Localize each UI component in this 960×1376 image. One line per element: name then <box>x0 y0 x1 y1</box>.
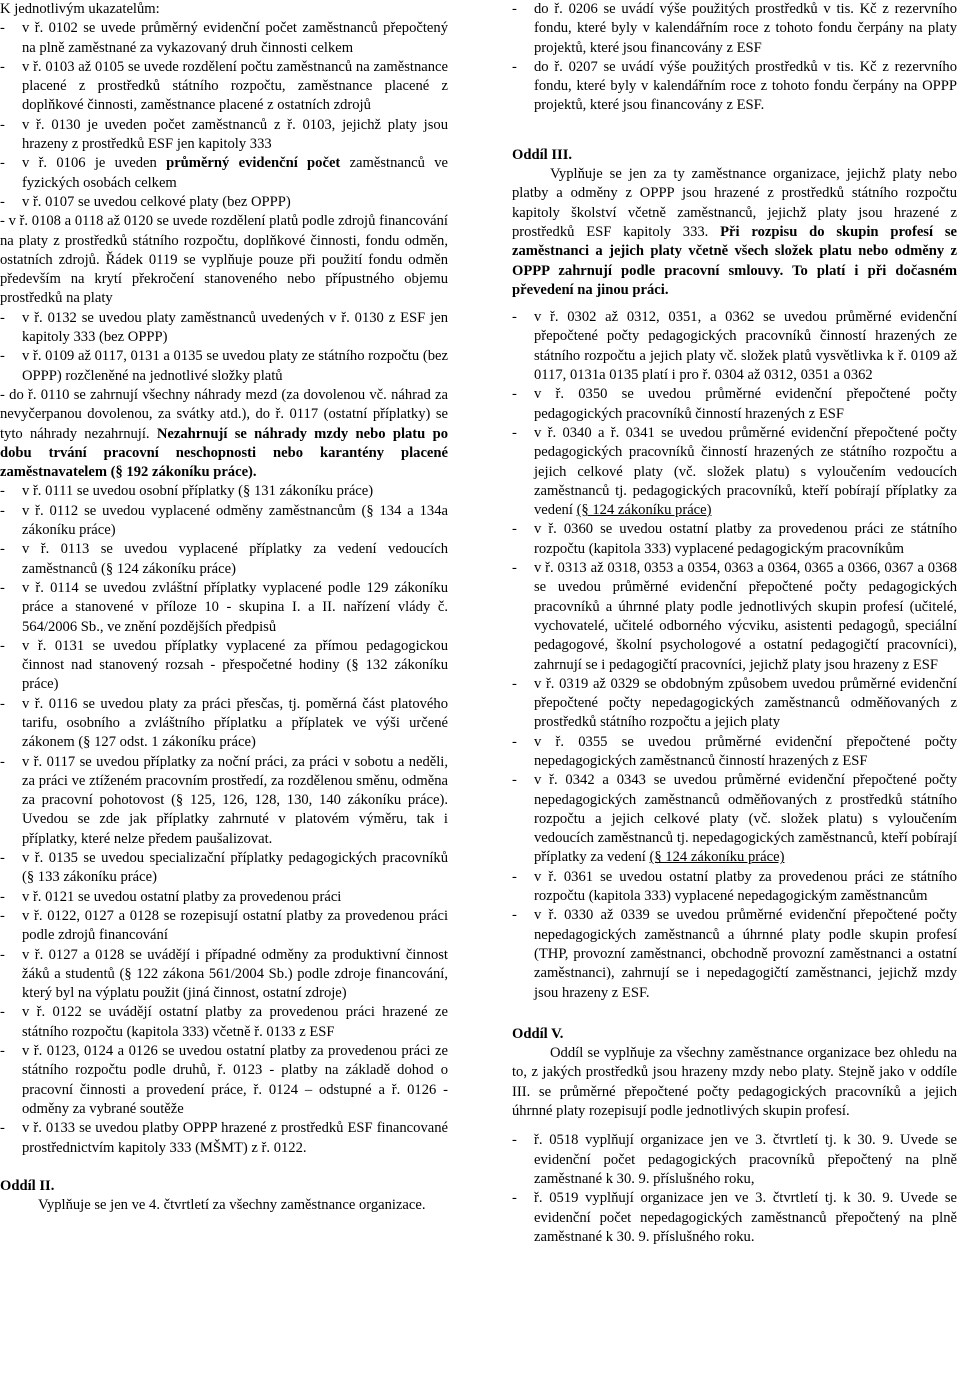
list-item: - v ř. 0130 je uveden počet zaměstnanců z ř. 0103, jejichž platy jsou hrazeny z prostředků ESF jen kapitoly 333 <box>0 116 448 153</box>
list-item: - v ř. 0132 se uvedou platy zaměstnanců uvedených v ř. 0130 z ESF jen kapitoly 333 (bez OPPP) <box>0 309 448 346</box>
list-item: - v ř. 0113 se uvedou vyplacené příplatky za vedení vedoucích zaměstnanců (§ 124 zákoníku práce) <box>0 541 448 577</box>
list-item: - v ř. 0330 až 0339 se uvedou průměrné evidenční přepočtené počty nepedagogických zaměstnanců a úhrnné platy podle skupin profesí (THP, provozní zaměstnanci, obchodně provozní zaměstnanci a ostatní zaměstnanci), zahrnují se i nepedagogičtí zaměstnanci, jejichž mzdy jsou hrazeny z ESF. <box>512 907 957 1001</box>
list-item: - v ř. 0103 až 0105 se uvede rozdělení počtu zaměstnanců na zaměstnance placené z prostředků státního rozpočtu, zaměstnance placené z doplňkové činnosti, zaměstnance placené z ostatních zdrojů <box>0 58 448 114</box>
intro-text: K jednotlivým ukazatelům: <box>0 1 160 17</box>
list-item: - v ř. 0121 se uvedou ostatní platby za provedenou práci <box>0 888 342 905</box>
list-item: - v ř. 0122 se uvádějí ostatní platby za provedenou práci hrazené ze státního rozpočtu (kapitola 333) včetně ř. 0133 z ESF <box>0 1004 448 1040</box>
list-item: - v ř. 0111 se uvedou osobní příplatky (§ 131 zákoníku práce) <box>0 483 374 500</box>
list-item: - v ř. 0114 se uvedou zvláštní příplatky vyplacené podle 129 zákoníku práce a stanovené v příloze 10 - skupina I. a II. nařízení vlády č. 564/2006 Sb., ve znění pozdějších předpisů <box>0 579 448 635</box>
list-item: - v ř. 0106 je uveden průměrný evidenční počet zaměstnanců ve fyzických osobách celkem <box>0 155 448 191</box>
section-text-oddil-3: Vyplňuje se jen za ty zaměstnance organizace, jejichž platy nebo platby a odměny z OPPP jsou hrazené z prostředků státního rozpočtu kapitoly školství včetně zaměstnanců, jejichž platy jsou hrazené z prostředků ESF kapitoly 333. Při rozpisu do skupin profesí se zaměstnanci a jejich platy včetně všech složek platu nebo odměny z OPPP zahrnují podle pracovní smlouvy. To platí i při dočasném převedení na jinou práci. <box>512 166 957 298</box>
list-item: - v ř. 0302 až 0312, 0351, a 0362 se uvedou průměrné evidenční přepočtené počty pedagogických pracovníků činností hrazených ze státního rozpočtu a jejich platy vč. složek platů vysvětlivka k ř. 0109 až 0117, 0131a 0135 platí i pro ř. 0304 až 0312, 0351 a 0362 <box>512 309 957 384</box>
list-item: - do ř. 0206 se uvádí výše použitých prostředků v tis. Kč z rezervního fondu, které byly v kalendářním roce z tohoto fondu čerpány na platy projektů, které jsou financovány z ESF <box>512 1 957 56</box>
list-item: - v ř. 0107 se uvedou celkové platy (bez OPPP) <box>0 193 291 210</box>
list-item: - v ř. 0131 se uvedou příplatky vyplacené za přímou pedagogickou činnost nad stanovený rozsah - přespočetné hodiny (§ 132 zákoníku práce) <box>0 637 448 693</box>
list-item: - do ř. 0207 se uvádí výše použitých prostředků v tis. Kč z rezervního fondu, které byly v kalendářním roce z tohoto fondu čerpány na OPPP projektů, které jsou financovány z ESF. <box>512 58 957 114</box>
list-item: - v ř. 0117 se uvedou příplatky za noční práci, za práci v sobotu a neděli, za práci ve ztíženém pracovním prostředí, za rozdělenou směnu, odměna za pracovní pohotovost (§ 125, 126, 128, 130, 140 zákoníku práce). Uvedou se zde jak příplatky zahrnuté v platovém výměru, tak i příplatky, které nelze předem paušalizovat. <box>0 753 448 847</box>
left-column <box>0 0 448 1215</box>
list-item: - v ř. 0350 se uvedou průměrné evidenční přepočtené počty pedagogických pracovníků činností hrazených z ESF <box>512 386 957 422</box>
list-item: - v ř. 0340 a ř. 0341 se uvedou průměrné evidenční přepočtené počty pedagogických pracovníků činností hrazených ze státního rozpočtu a jejich celkové platy (vč. složek platu) s vyloučením vedoucích zaměstnanců tj. pedagogických pracovníků, kteří pobírají příplatky za vedení (§ 124 zákoníku práce) <box>512 424 957 519</box>
list-item: - do ř. 0110 se zahrnují všechny náhrady mezd (za dovolenou vč. náhrad za nevyčerpanou dovolenou, za svátky atd.), do ř. 0117 (ostatní příplatky) se tyto náhrady nezahrnují. Nezahrnují se náhrady mzdy nebo platu po dobu trvání pracovní neschopnosti nebo karantény placené zaměstnavatelem (§ 192 zákoníku práce). <box>0 386 449 481</box>
list-item: - v ř. 0135 se uvedou specializační příplatky pedagogických pracovníků (§ 133 zákoníku práce) <box>0 850 448 886</box>
list-item: - v ř. 0112 se uvedou vyplacené odměny zaměstnancům (§ 134 a 134a zákoníku práce) <box>0 502 448 539</box>
list-item: - v ř. 0361 se uvedou ostatní platby za provedenou práci ze státního rozpočtu (kapitola 333) vyplacené nepedagogickým zaměstnancům <box>512 868 957 905</box>
list-item: - v ř. 0116 se uvedou platy za práci přesčas, tj. poměrná část platového tarifu, osobního a zvláštního příplatku a příplatek ve výši určené zákonem (§ 127 odst. 1 zákoníku práce) <box>0 695 448 751</box>
list-item: - v ř. 0108 a 0118 až 0120 se uvede rozdělení platů podle zdrojů financování na platy z prostředků státního rozpočtu, doplňkové činnosti, fondu odměn, ostatních zdrojů. Řádek 0119 se vyplňuje pouze při použití fondu odměn především na krytí překročení stanoveného nebo přípustného objemu prostředků na platy <box>0 213 448 307</box>
section-text-oddil-5: Oddíl se vyplňuje za všechny zaměstnance organizace bez ohledu na to, z jakých prostředků jsou hrazeny mzdy nebo platy. Stejně jako v oddíle III. se průměrné přepočtené počty pedagogických pracovníků a jejich úhrnné platy rozepisují podle jednotlivých skupin profesí. <box>512 1045 957 1120</box>
list-item: - v ř. 0123, 0124 a 0126 se uvedou ostatní platby za provedenou práci ze státního rozpočtu podle druhů, ř. 0123 - platby na základě dohod o pracovní činnosti a provedení práce, ř. 0124 – odstupné a ř. 0126 - odměny za vybrané soutěže <box>0 1043 448 1117</box>
list-item: - v ř. 0313 až 0318, 0353 a 0354, 0363 a 0364, 0365 a 0366, 0367 a 0368 se uvedou průměrné evidenční přepočtené počty pedagogických pracovníků a úhrnné platy podle jednotlivých skupin profesí (učitelé, vychovatelé, učitelé odborného výcviku, asistenti pedagogů, speciální pedagogové, školní psychologové a ostatní pedagogičtí pracovníci), zahrnují se i pedagogičtí pracovníci, jejichž platy jsou hrazeny z ESF <box>512 560 957 673</box>
section-text-oddil-2: Vyplňuje se jen ve 4. čtvrtletí za všechny zaměstnance organizace. <box>38 1197 426 1214</box>
list-item: - ř. 0519 vyplňují organizace jen ve 3. čtvrtletí tj. k 30. 9. Uvede se evidenční počet nepedagogických zaměstnanců přepočtený na plně zaměstnané k 30. 9. příslušného roku. <box>512 1190 957 1245</box>
section-heading-oddil-3: Oddíl III. <box>512 146 573 163</box>
list-item: - v ř. 0355 se uvedou průměrné evidenční přepočtené počty nepedagogických zaměstnanců činností hrazených z ESF <box>512 733 957 769</box>
list-item: - ř. 0518 vyplňují organizace jen ve 3. čtvrtletí tj. k 30. 9. Uvede se evidenční počet pedagogických pracovníků přepočtený na plně zaměstnané k 30. 9. příslušného roku, <box>512 1132 957 1187</box>
list-item: - v ř. 0122, 0127 a 0128 se rozepisují ostatní platby za provedenou práci podle zdrojů financování <box>0 907 448 944</box>
list-item: - v ř. 0133 se uvedou platby OPPP hrazené z prostředků ESF financované prostřednictvím kapitoly 333 (MŠMT) z ř. 0122. <box>0 1120 448 1156</box>
list-item: - v ř. 0127 a 0128 se uvádějí i případné odměny za produktivní činnost žáků a studentů (§ 122 zákona 561/2004 Sb.) podle zdroje financování, který byl na výplatu použit (jiná činnost, ostatní zdroje) <box>0 946 448 1002</box>
list-item: - v ř. 0342 a 0343 se uvedou průměrné evidenční přepočtené počty nepedagogických zaměstnanců odměňovaných z prostředků státního rozpočtu a jejich celkové platy (vč. složek platu) s vyloučením vedoucích zaměstnanců tj. nepedagogických zaměstnanců, kteří pobírají příplatky za vedení (§ 124 zákoníku práce) <box>512 772 957 866</box>
list-item: - v ř. 0319 až 0329 se obdobným způsobem uvedou průměrné evidenční přepočtené počty nepedagogických zaměstnanců odměňovaných z prostředků státního rozpočtu a jejich platy <box>512 675 957 731</box>
list-item: - v ř. 0102 se uvede průměrný evidenční počet zaměstnanců přepočtený na plně zaměstnané za vykazovaný druh činnosti celkem <box>0 20 448 56</box>
list-item: - v ř. 0360 se uvedou ostatní platby za provedenou práci ze státního rozpočtu (kapitola 333) vyplacené pedagogickým pracovníkům <box>512 521 957 557</box>
list-item: - v ř. 0109 až 0117, 0131 a 0135 se uvedou platy ze státního rozpočtu (bez OPPP) rozčleněné na jednotlivé složky platů <box>0 348 448 384</box>
section-heading-oddil-5: Oddíl V. <box>512 1025 564 1042</box>
section-heading-oddil-2: Oddíl II. <box>0 1177 55 1194</box>
right-column <box>512 0 957 1247</box>
